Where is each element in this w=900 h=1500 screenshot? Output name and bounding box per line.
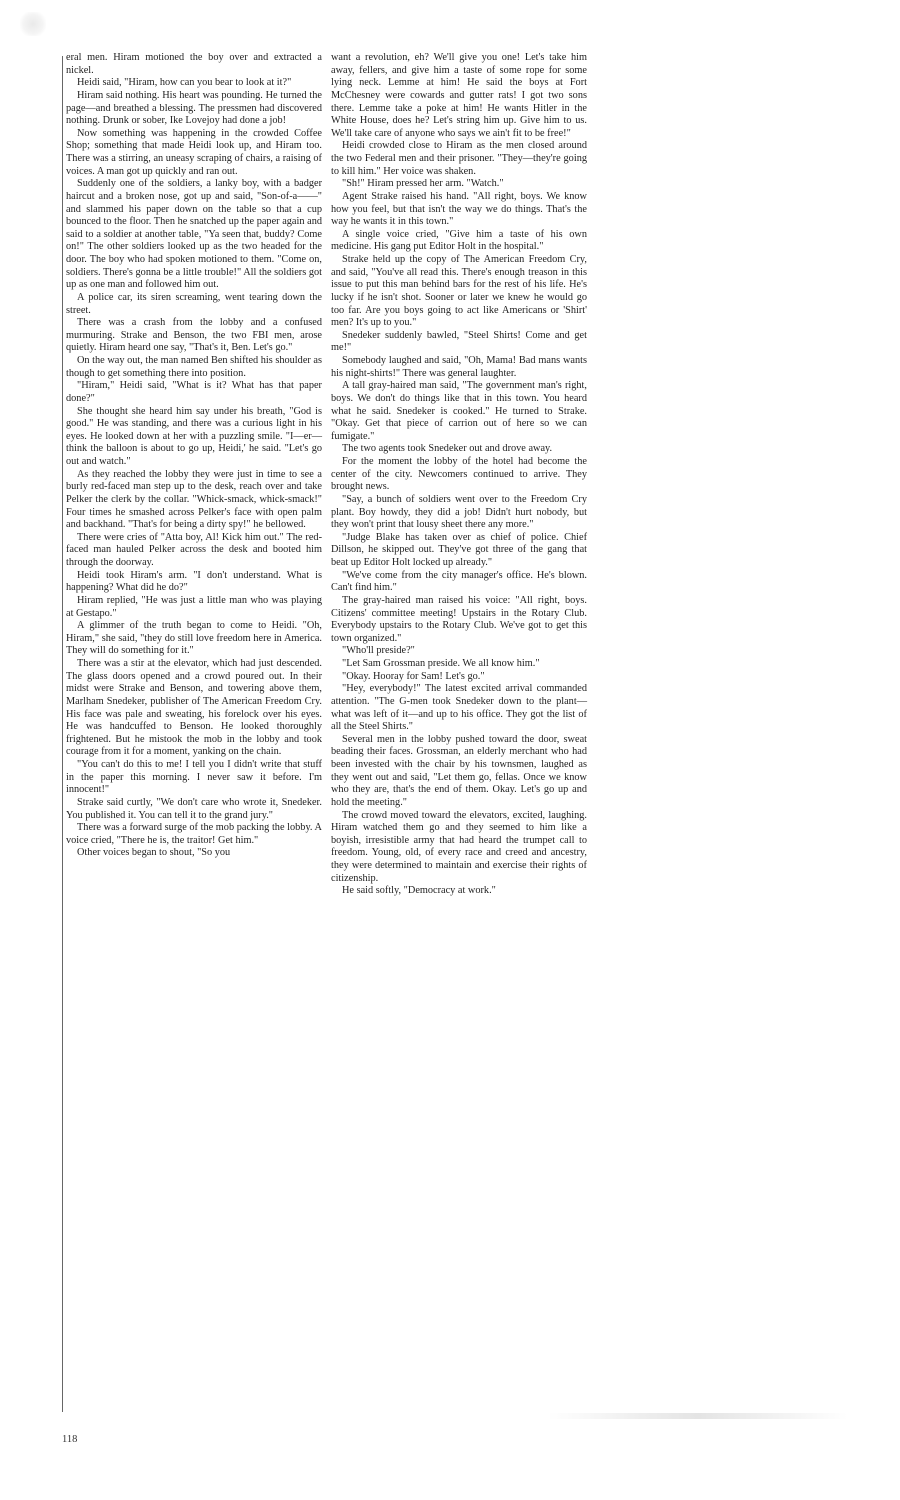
paragraph: Now something was happening in the crowded Coffee Shop; something that made Heidi look up, and Hiram too. There was a stirring, an uneasy scraping of chairs, a raising of voices. A man got up quickly and ran out. <box>66 127 322 177</box>
paragraph: "You can't do this to me! I tell you I didn't write that stuff in the paper this morning. I never saw it before. I'm innocent!" <box>66 759 322 796</box>
paragraph: There was a stir at the elevator, which had just descended. The glass doors opened and a crowd poured out. In their midst were Strake and Benson, and towering above them, Marlham Snedeker, publisher of The American Freedom Cry. His face was pale and sweating, his forelock over his eyes. He was handcuffed to Benson. He looked thoroughly frightened. But he mistook the mob in the lobby and took courage from it for a moment, yanking on the chain. <box>66 658 322 758</box>
paragraph: Heidi took Hiram's arm. "I don't understand. What is happening? What did he do?" <box>66 569 322 594</box>
paragraph: Suddenly one of the soldiers, a lanky boy, with a badger haircut and a broken nose, got up and said, "Son-of-a——" and slammed his paper down on the table so that a cup bounced to the floor. Then he snatched up the paper again and said to a soldier at another table, "Ya seen that, buddy? Come on!" The other soldiers looked up as the two headed for the door. The boy who had spoken motioned to them. "Come on, soldiers. There's gonna be a little trouble!" All the soldiers got up as one man and followed him out. <box>66 178 322 291</box>
paragraph: There were cries of "Atta boy, Al! Kick him out." The red-faced man hauled Pelker across the desk and booted him through the doorway. <box>66 531 322 568</box>
paragraph: A single voice cried, "Give him a taste of his own medicine. His gang put Editor Holt in the hospital." <box>331 228 587 253</box>
paragraph: There was a crash from the lobby and a confused murmuring. Strake and Benson, the two FBI men, arose quietly. Hiram heard one say, "That's it, Ben. Let's go." <box>66 317 322 354</box>
paragraph: eral men. Hiram motioned the boy over and extracted a nickel. <box>66 52 322 76</box>
paragraph: want a revolution, eh? We'll give you one! Let's take him away, fellers, and give him a taste of some rope for some lying neck. Lemme at him! He said the boys at Fort McChesney were cowards and gutter rats! I got two sons there. Lemme take a poke at him! He wants Hitler in the White House, does he? Let's string him up. Give him to us. We'll take care of anyone who says we ain't fit to be free!" <box>331 52 587 139</box>
paragraph: A tall gray-haired man said, "The government man's right, boys. We don't do things like that in this town. You heard what he said. Snedeker is cooked." He turned to Strake. "Okay. Get that piece of carrion out of here so we can fumigate." <box>331 380 587 442</box>
left-column <box>66 52 322 860</box>
paragraph: "Hiram," Heidi said, "What is it? What has that paper done?" <box>66 380 322 404</box>
paragraph: As they reached the lobby they were just in time to see a burly red-faced man step up to the desk, reach over and take Pelker the clerk by the collar. "Whick-smack, whick-smack!" Four times he smashed across Pelker's face with open palm and backhand. "That's for being a dirty spy!" he bellowed. <box>66 468 322 531</box>
paragraph: She thought she heard him say under his breath, "God is good." He was standing, and there was a curious light in his eyes. He looked down at her with a puzzling smile. "I—er—think the balloon is about to go up, Heidi,' he said. "Let's go out and watch." <box>66 405 322 467</box>
column-rule <box>62 56 63 1412</box>
paragraph: Somebody laughed and said, "Oh, Mama! Bad mans wants his night-shirts!" There was general laughter. <box>331 355 587 379</box>
paragraph: Hiram said nothing. His heart was pounding. He turned the page—and breathed a blessing. The pressmen had discovered nothing. Drunk or sober, Ike Lovejoy had done a job! <box>66 89 322 127</box>
paragraph: "Let Sam Grossman preside. We all know him." <box>342 658 540 669</box>
paragraph: Hiram replied, "He was just a little man who was playing at Gestapo." <box>66 594 322 619</box>
paragraph: The two agents took Snedeker out and drove away. <box>342 443 553 455</box>
paragraph: He said softly, "Democracy at work." <box>342 885 496 897</box>
paragraph: "Say, a bunch of soldiers went over to the Freedom Cry plant. Boy howdy, they did a job! Didn't hurt nobody, but they won't print that lousy sheet there any more." <box>331 493 587 531</box>
paragraph: "Sh!" Hiram pressed her arm. "Watch." <box>342 178 504 190</box>
paragraph: A glimmer of the truth began to come to Heidi. "Oh, Hiram," she said, "they do still love freedom here in America. They will do something for it." <box>66 620 322 657</box>
paragraph: Strake held up the copy of The American Freedom Cry, and said, "You've all read this. There's enough treason in this issue to put this man behind bars for the rest of his life. He's lucky if he isn't shot. Sooner or later we knew he would go too far. Are you boys going to act like Americans or 'Shirt' men? It's up to you." <box>331 254 587 329</box>
paragraph: A police car, its siren screaming, went tearing down the street. <box>66 291 322 316</box>
paragraph: Heidi said, "Hiram, how can you bear to look at it?" <box>77 77 292 89</box>
paragraph: Agent Strake raised his hand. "All right, boys. We know how you feel, but that isn't the way we do things. That's the way he wants it in this town." <box>331 190 587 228</box>
paragraph: Heidi crowded close to Hiram as the men closed around the two Federal men and their prisoner. "They—they're going to kill him." Her voice was shaken. <box>331 140 587 177</box>
paragraph: The gray-haired man raised his voice: "All right, boys. Citizens' committee meeting! Upstairs in the Rotary Club. Everybody upstairs to the Rotary Club. We've got to get this town organized." <box>331 594 587 644</box>
paragraph: "We've come from the city manager's office. He's blown. Can't find him." <box>331 569 587 594</box>
paragraph: Several men in the lobby pushed toward the door, sweat beading their faces. Grossman, an elderly merchant who had been invested with the chair by his townsmen, laughed as they went out and said, "Let them go, fellas. Once we know who they are, that's the end of them. Okay. Let's go up and hold the meeting." <box>331 733 587 808</box>
page-number: 118 <box>62 1434 78 1445</box>
paragraph: There was a forward surge of the mob packing the lobby. A voice cried, "There he is, the traitor! Get him." <box>66 822 322 846</box>
paragraph: Strake said curtly, "We don't care who wrote it, Snedeker. You published it. You can tell it to the grand jury." <box>66 796 322 821</box>
paragraph: Other voices began to shout, "So you <box>77 847 231 859</box>
paragraph: "Hey, everybody!" The latest excited arrival commanded attention. "The G-men took Snedeker down to the plant—what was left of it—and up to his office. They got the list of all the Steel Shirts." <box>331 683 587 733</box>
paragraph: The crowd moved toward the elevators, excited, laughing. Hiram watched them go and they seemed to him like a boyish, irresistible army that had heard the trumpet call to freedom. Young, old, of every race and creed and ancestry, they were determined to maintain and exercise their rights of citizenship. <box>331 809 587 884</box>
right-column <box>331 52 587 898</box>
paragraph: "Judge Blake has taken over as chief of police. Chief Dillson, he skipped out. They've got three of the gang that beat up Editor Holt locked up already." <box>331 531 587 568</box>
paragraph: "Okay. Hooray for Sam! Let's go." <box>342 670 485 682</box>
paragraph: On the way out, the man named Ben shifted his shoulder as though to get something there into position. <box>66 355 322 379</box>
scan-smudge <box>548 1413 848 1419</box>
scan-corner-mark <box>20 12 46 36</box>
paragraph: Snedeker suddenly bawled, "Steel Shirts! Come and get me!" <box>331 329 587 354</box>
paragraph: "Who'll preside?" <box>342 645 415 657</box>
paragraph: For the moment the lobby of the hotel had become the center of the city. Newcomers continued to arrive. They brought news. <box>331 456 587 493</box>
